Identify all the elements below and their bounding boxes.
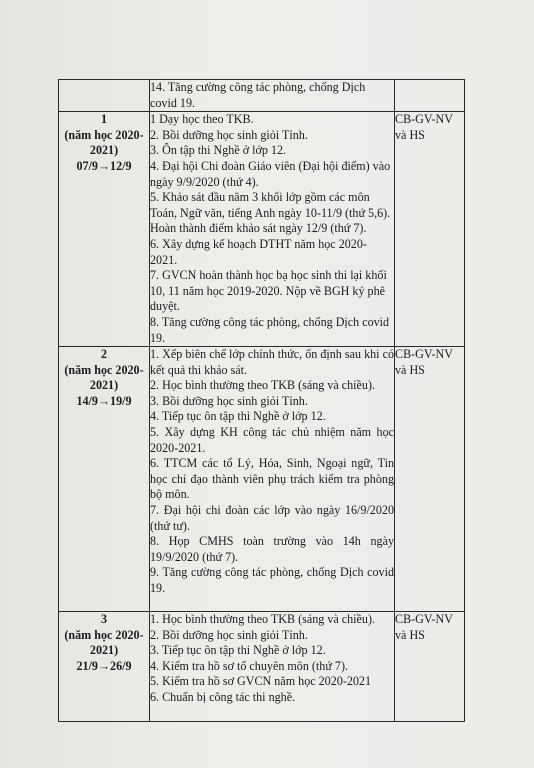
school-year: (năm học 2020-2021) bbox=[64, 627, 144, 658]
task-list-cell bbox=[150, 112, 395, 347]
task-item: 6. TTCM các tổ Lý, Hóa, Sinh, Ngoại ngữ, Tin học chỉ đạo thành viên phụ trách kiểm tra phòng bộ môn. bbox=[150, 456, 394, 502]
task-item: 1 Dạy học theo TKB. bbox=[150, 112, 254, 127]
week-number: 2 bbox=[100, 347, 108, 362]
task-item: 1. Học bình thường theo TKB (sáng và chiều). bbox=[150, 612, 375, 627]
plan-table-body bbox=[59, 80, 465, 722]
task-item: 1. Xếp biên chế lớp chính thức, ổn định sau khi có kết quả thi khảo sát. bbox=[150, 347, 394, 377]
task-item: 9. Tăng cường công tác phòng, chống Dịch covid 19. bbox=[150, 565, 394, 595]
table-row bbox=[59, 347, 465, 612]
task-list-cell bbox=[150, 612, 395, 722]
week-cell bbox=[59, 80, 150, 112]
task-list-cell bbox=[150, 347, 395, 612]
task-item: 4. Kiểm tra hồ sơ tổ chuyên môn (thứ 7). bbox=[150, 658, 349, 673]
task-list-cell bbox=[150, 80, 395, 112]
week-cell bbox=[59, 112, 150, 347]
task-item: 5. Khảo sát đầu năm 3 khối lớp gồm các môn Toán, Ngữ văn, tiếng Anh ngày 10-11/9 (thứ 5,6). Hoàn thành điểm khảo sát ngày 12/9 (thứ 7). bbox=[150, 190, 391, 236]
task-item: 2. Bồi dưỡng học sinh giỏi Tỉnh. bbox=[150, 627, 308, 642]
task-item: 6. Xây dựng kế hoạch DTHT năm học 2020-2021. bbox=[150, 236, 367, 267]
responsible-cell: CB-GV-NV và HS bbox=[395, 612, 465, 722]
task-item: 14. Tăng cường công tác phòng, chống Dịch covid 19. bbox=[150, 80, 366, 110]
date-range: 07/9→12/9 bbox=[76, 158, 132, 173]
task-item: 3. Tiếp tục ôn tập thi Nghề ở lớp 12. bbox=[150, 643, 326, 658]
task-item: 6. Chuẩn bị công tác thi nghề. bbox=[150, 690, 296, 705]
week-number: 1 bbox=[100, 112, 108, 127]
task-item: 2. Bồi dưỡng học sinh giỏi Tỉnh. bbox=[150, 127, 308, 142]
table-row bbox=[59, 612, 465, 722]
task-item: 5. Xây dựng KH công tác chủ nhiệm năm học 2020-2021. bbox=[150, 425, 394, 455]
date-range: 14/9→19/9 bbox=[76, 393, 132, 408]
table-row bbox=[59, 112, 465, 347]
task-item: 7. GVCN hoàn thành học bạ học sinh thi lại khối 10, 11 năm học 2019-2020. Nộp về BGH ký phê duyệt. bbox=[150, 268, 387, 314]
task-item: 3. Bồi dưỡng học sinh giỏi Tỉnh. bbox=[150, 393, 308, 408]
responsible-cell: CB-GV-NV và HS bbox=[395, 347, 465, 612]
week-cell bbox=[59, 612, 150, 722]
task-item: 8. Họp CMHS toàn trường vào 14h ngày 19/9/2020 (thứ 7). bbox=[150, 534, 394, 564]
date-range: 21/9→26/9 bbox=[76, 658, 132, 673]
table-row bbox=[59, 80, 465, 112]
weekly-plan-table bbox=[58, 79, 465, 722]
task-item: 4. Tiếp tục ôn tập thi Nghề ở lớp 12. bbox=[150, 409, 326, 424]
responsible-cell bbox=[395, 80, 465, 112]
task-item: 3. Ôn tập thi Nghề ở lớp 12. bbox=[150, 143, 287, 158]
task-item: 4. Đại hội Chi đoàn Giáo viên (Đại hội điểm) vào ngày 9/9/2020 (thứ 4). bbox=[150, 158, 391, 189]
school-year: (năm học 2020-2021) bbox=[64, 362, 144, 393]
week-number: 3 bbox=[100, 612, 108, 627]
school-year: (năm học 2020-2021) bbox=[64, 127, 144, 158]
task-item: 2. Học bình thường theo TKB (sáng và chiều). bbox=[150, 378, 375, 393]
task-item: 7. Đại hội chi đoàn các lớp vào ngày 16/9/2020 (thứ tư). bbox=[150, 503, 394, 533]
task-item: 5. Kiểm tra hồ sơ GVCN năm học 2020-2021 bbox=[150, 674, 372, 689]
task-item: 8. Tăng cường công tác phòng, chống Dịch covid 19. bbox=[150, 314, 390, 345]
week-cell bbox=[59, 347, 150, 612]
responsible-cell: CB-GV-NV và HS bbox=[395, 112, 465, 347]
